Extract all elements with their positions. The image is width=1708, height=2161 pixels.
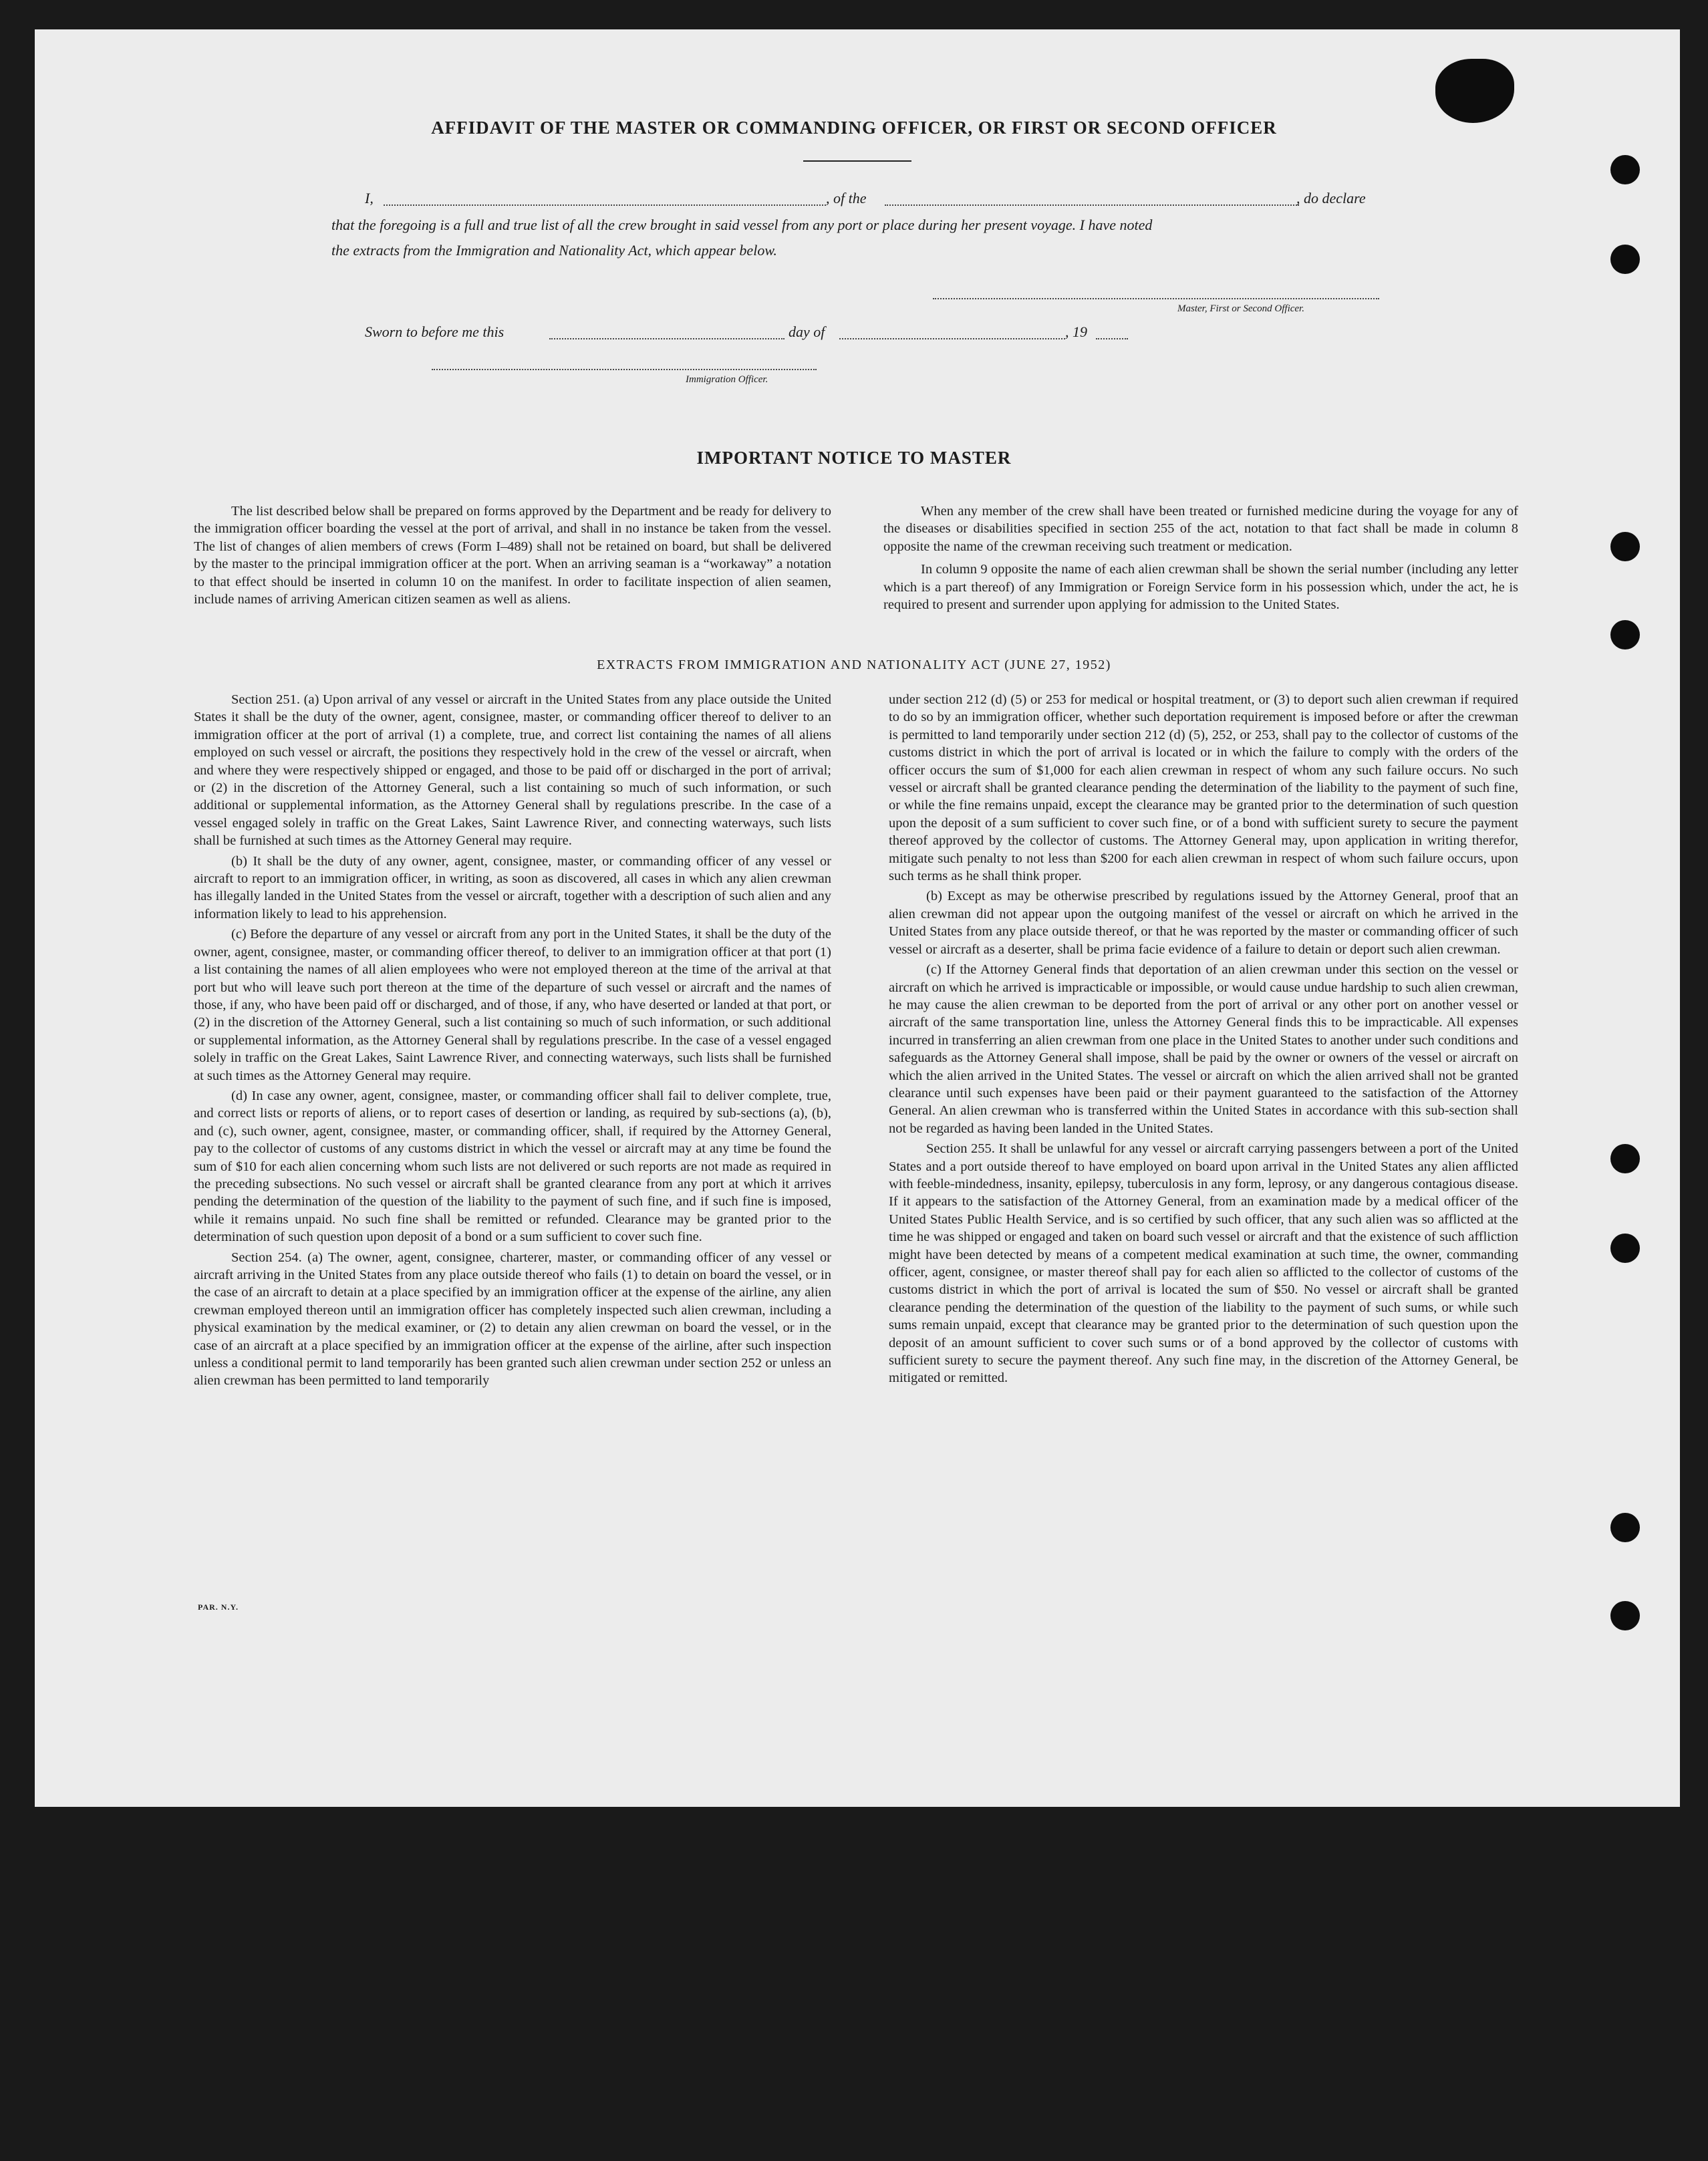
master-caption: Master, First or Second Officer. <box>1177 303 1304 314</box>
section-251-a: Section 251. (a) Upon arrival of any vessel or aircraft in the United States from any place outside the United States it shall be the duty of the owner, agent, consignee, master, or commanding officer thereof to deliver to an immigration officer at the port of arrival (1) a complete, true, and correct list containing the names of all aliens employed on such vessel or aircraft, the positions they respectively hold in the crew of the vessel or aircraft, when and where they were respectively shipped or engaged, and those to be paid off or discharged in the port of arrival; or (2) in the discretion of the Attorney General, such a list containing so much of such information, or such additional or supplemental information, as the Attorney General shall by regulations prescribe. In the case of a vessel engaged solely in traffic on the Great Lakes, Saint Lawrence River, and connecting waterways, such lists shall be furnished at such times as the Attorney General may require. <box>194 692 831 849</box>
punch-hole <box>1610 620 1640 650</box>
section-254-b: (b) Except as may be otherwise prescribed by regulations issued by the Attorney General, proof that an alien crewman did not appear upon the outgoing manifest of the vessel or aircraft on which he arrived in the United States from any place outside thereof, or that he was reported by the master or commanding officer of such vessel or aircraft as a deserter, shall be prima facie evidence of a failure to detain or deport such alien crewman. <box>889 889 1518 957</box>
declarant-label: I, <box>365 190 374 206</box>
sworn-day-field[interactable] <box>549 338 785 339</box>
vessel-name-field[interactable] <box>885 204 1299 206</box>
section-251-b: (b) It shall be the duty of any owner, agent, consignee, master, or commanding officer of any vessel or aircraft to report to an immigration officer, in writing, as soon as discovered, all cases in which any alien crewman has illegally landed in the United States from the vessel or aircraft, together with a description of such alien and any information likely to lead to his apprehension. <box>194 853 831 921</box>
notice-left-paragraph: The list described below shall be prepared on forms approved by the Department and be ready for delivery to the immigration officer boarding the vessel at the port of arrival, and shall in no instance be taken from the vessel. The list of changes of alien members of crews (Form I–489) shall not be retained on board, but shall be delivered by the master to the principal immigration officer at the port. When an arriving seaman is a “workaway” a notation to that effect should be inserted in column 10 on the manifest. In order to facilitate inspection of alien seamen, include names of arriving American citizen seamen as well as aliens. <box>194 504 831 607</box>
declaration-line-3: the extracts from the Immigration and Nationality Act, which appear below. <box>331 242 777 259</box>
section-251-c: (c) Before the departure of any vessel or aircraft from any port in the United States, it shall be the duty of the owner, agent, consignee, master, or commanding officer thereof, to deliver to an immigration officer at that port (1) a list containing the names of all alien employees who were not employed thereon at the time of the arrival at that port but who will leave such port thereon at the time of the departure of such vessel or aircraft and the names of those, if any, who have been paid off or discharged, and of those, if any, who have deserted or landed at that port, or (2) in the discretion of the Attorney General, such a list containing so much of such information, or such additional or supplemental information, as the Attorney General shall by regulations prescribe. In the case of a vessel engaged solely in traffic on the Great Lakes, Saint Lawrence River, and connecting waterways, such lists shall be furnished at such times as the Attorney General may require. <box>194 927 831 1083</box>
declare-label: , do declare <box>1296 190 1366 206</box>
title-rule <box>803 160 911 162</box>
sworn-month-field[interactable] <box>839 338 1065 339</box>
sworn-label: Sworn to before me this <box>365 323 505 340</box>
printer-imprint: PAR. N.Y. <box>198 1602 239 1612</box>
notice-right-paragraph-1: When any member of the crew shall have been treated or furnished medicine during the voyage for any of the diseases or disabilities specified in section 255 of the act, notation to that fact shall be made in column 8 opposite the name of the crewman receiving such treatment or medication. <box>883 504 1518 554</box>
section-254-c: (c) If the Attorney General finds that deportation of an alien crewman under this section on the vessel or aircraft on which he arrived is impracticable or impossible, or would cause undue hardship to such alien crewman, he may cause the alien crewman to be deported from the port of arrival or any other port on another vessel or aircraft of the same transportation line, unless the Attorney General finds this to be impracticable. All expenses incurred in transferring an alien crewman from one place in the United States to another under such conditions and safeguards as the Attorney General shall impose, shall be paid by the owner or owners of the vessel or aircraft on which the alien arrived in the United States. The vessel or aircraft on which the alien arrived shall not be granted clearance until such expenses have been paid or their payment guaranteed to the satisfaction of the Attorney General. An alien crewman who is transferred within the United States in accordance with this sub-section shall not be regarded as having been landed in the United States. <box>889 962 1518 1136</box>
section-255: Section 255. It shall be unlawful for any vessel or aircraft carrying passengers between a port of the United States and a port outside thereof to have employed on board upon arrival in the United States any alien afflicted with feeble-mindedness, insanity, epilepsy, tuberculosis in any form, leprosy, or any dangerous contagious disease. If it appears to the satisfaction of the Attorney General, from an examination made by a medical officer of the United States Public Health Service, and is so certified by such officer, that any such alien was so afflicted at the time he was shipped or engaged and taken on board such vessel or aircraft and that the existence of such affliction might have been detected by means of a competent medical examination at such time, the owner, commanding officer, agent, consignee, or master thereof shall pay for each alien so afflicted to the collector of customs of the customs district in which the port of arrival is located the sum of $50. No vessel or aircraft shall be granted clearance pending the determination of the question of the liability to the payment of such sums, or while such sums remain unpaid, except that clearance may be granted prior to the determination of such question upon the deposit of an amount sufficient to cover such sums or of a bond approved by the collector of customs with sufficient surety to secure the payment thereof. Any such fine may, in the discretion of the Attorney General, be mitigated or remitted. <box>889 1141 1518 1386</box>
punch-hole <box>1610 1144 1640 1173</box>
section-254-a: Section 254. (a) The owner, agent, consignee, charterer, master, or commanding officer of any vessel or aircraft arriving in the United States from any place outside thereof who fails (1) to detain on board the vessel, or in the case of an aircraft to detain at a place specified by an immigration officer at the expense of the airline, any alien crewman employed thereon until an immigration officer has completely inspected such alien crewman, including a physical examination by the medical examiner, or (2) to detain any alien crewman on board the vessel, or in the case of an aircraft at a place specified by an immigration officer at the expense of the airline, after such inspection unless a conditional permit to land temporarily has been granted such alien crewman under section 252 or unless an alien crewman has been permitted to land temporarily <box>194 1250 831 1389</box>
punch-hole <box>1610 245 1640 274</box>
section-251-d: (d) In case any owner, agent, consignee, master, or commanding officer shall fail to deliver complete, true, and correct lists or reports of aliens, or to report cases of desertion or landing, as required by sub-sections (a), (b), and (c), such owner, agent, consignee, master, or commanding officer, shall, if required by the Attorney General, pay to the collector of customs of any customs district in which the vessel or aircraft may at any time be found the sum of $10 for each alien concerning whom such lists are not delivered or such reports are not made as required in the preceding subsections. No such vessel or aircraft shall be granted clearance from any port at which it arrives pending the determination of the question of the liability to the payment of such fine, and if such fine is imposed, while it remains unpaid. No such fine shall be remitted or refunded. Clearance may be granted prior to the determination of such question upon deposit of a bond or a sum sufficient to cover such fine. <box>194 1088 831 1245</box>
officer-caption: Immigration Officer. <box>686 374 768 385</box>
day-of-label: day of <box>789 323 825 340</box>
punch-hole <box>1610 1234 1640 1263</box>
notice-left-column <box>194 502 831 611</box>
extracts-title: EXTRACTS FROM IMMIGRATION AND NATIONALITY ACT (JUNE 27, 1952) <box>597 658 1111 672</box>
extracts-left-column <box>194 691 831 1393</box>
declaration-line-2: that the foregoing is a full and true list of all the crew brought in said vessel from any port or place during her present voyage. I have noted <box>331 217 1153 233</box>
punch-hole <box>1610 1601 1640 1630</box>
immigration-officer-signature-line[interactable] <box>432 369 817 370</box>
notice-right-column <box>883 502 1518 616</box>
punch-hole <box>1610 155 1640 184</box>
declarant-name-field[interactable] <box>384 204 826 206</box>
punch-hole <box>1610 1513 1640 1542</box>
sworn-year-field[interactable] <box>1096 338 1128 339</box>
notice-title: IMPORTANT NOTICE TO MASTER <box>696 448 1012 468</box>
section-254-a-continued: under section 212 (d) (5) or 253 for medical or hospital treatment, or (3) to deport such alien crewman if required to do so by an immigration officer, whether such deportation requirement is imposed before or after the crewman is permitted to land temporarily under section 212 (d) (5), 252, or 253, shall pay to the collector of customs of the customs district in which the port of arrival is located or in which the failure to comply with the orders of the officer occurs the sum of $1,000 for each alien crewman in respect of whom any such failure occurs. No such vessel or aircraft shall be granted clearance pending the determination of the liability to the payment of such fine, or while the fine remains unpaid, except the clearance may be granted prior to the determination of such question upon the deposit of a sum sufficient to cover such fine, or of a bond with sufficient surety to secure the payment thereof approved by the collector of customs. The Attorney General may, upon application in writing therefor, mitigate such penalty to not less than $200 for each alien crewman in respect of whom such failure occurs, upon such terms as he shall think proper. <box>889 692 1518 884</box>
master-signature-line[interactable] <box>933 298 1379 299</box>
year-label: , 19 <box>1065 323 1087 340</box>
notice-right-paragraph-2: In column 9 opposite the name of each alien crewman shall be shown the serial number (including any letter which is a part thereof) of any Immigration or Foreign Service form in his possession which, under the act, he is required to present and surrender upon applying for admission to the United States. <box>883 562 1518 613</box>
punch-hole <box>1610 532 1640 561</box>
of-the-label: , of the <box>826 190 867 206</box>
extracts-right-column <box>889 691 1518 1390</box>
affidavit-title: AFFIDAVIT OF THE MASTER OR COMMANDING OFFICER, OR FIRST OR SECOND OFFICER <box>431 118 1277 138</box>
